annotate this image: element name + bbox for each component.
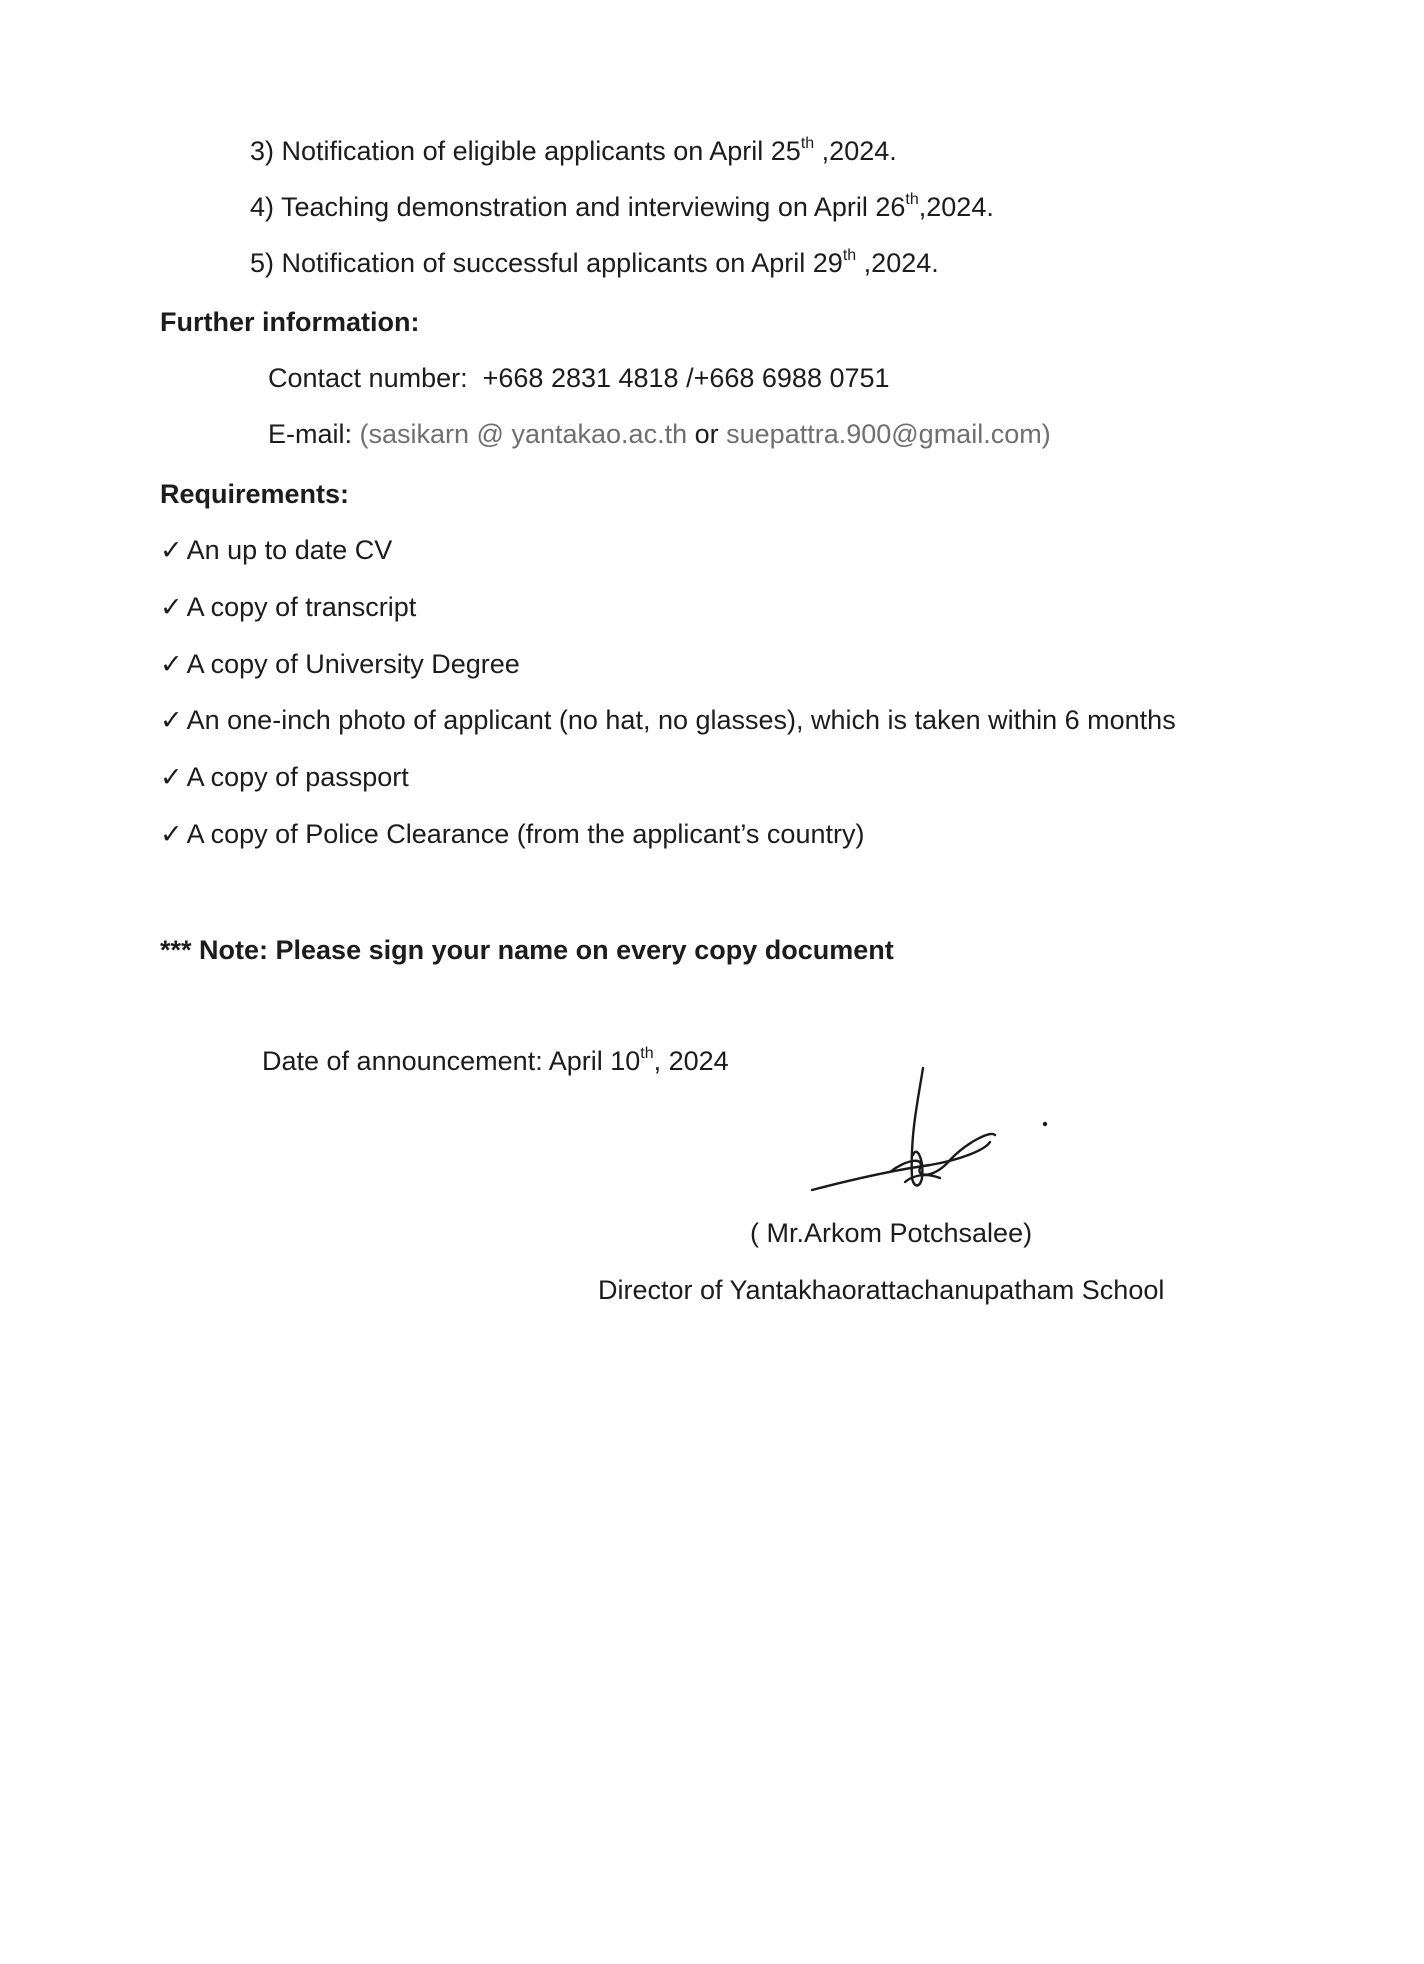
schedule-year: ,2024.: [918, 192, 994, 222]
further-info-heading: Further information:: [160, 307, 420, 337]
requirement-item: [160, 590, 416, 624]
schedule-item-5: [250, 246, 939, 280]
requirement-item: [160, 760, 409, 794]
contact-numbers: +668 2831 4818 /+668 6988 0751: [482, 363, 890, 393]
checkmark-icon: ✓: [160, 819, 183, 849]
requirement-item: [160, 817, 864, 851]
signatory-title: Director of Yantakhaorattachanupatham School: [598, 1275, 1165, 1305]
requirement-text: A copy of University Degree: [186, 649, 520, 679]
email-line: [268, 417, 1051, 451]
schedule-year: ,2024.: [814, 136, 897, 166]
signature-image: [800, 1060, 1060, 1210]
email-address-2[interactable]: suepattra.900@gmail.com): [726, 419, 1051, 449]
ordinal-suffix: th: [640, 1045, 654, 1062]
checkmark-icon: ✓: [160, 762, 183, 792]
schedule-text: 3) Notification of eligible applicants on April 25: [250, 136, 801, 166]
checkmark-icon: ✓: [160, 705, 183, 735]
announcement-text: Date of announcement: April 10: [262, 1046, 641, 1076]
schedule-item-3: [250, 134, 897, 168]
requirement-text: A copy of Police Clearance (from the applicant’s country): [186, 819, 865, 849]
note: *** Note: Please sign your name on every copy document: [160, 935, 894, 965]
schedule-item-4: [250, 190, 994, 224]
ordinal-suffix: th: [800, 135, 815, 152]
requirement-item: [160, 703, 1176, 737]
ordinal-suffix: th: [842, 247, 857, 264]
checkmark-icon: ✓: [160, 649, 183, 679]
requirement-text: A copy of passport: [186, 762, 409, 792]
contact-line: [268, 361, 890, 395]
email-or: or: [694, 419, 719, 449]
signatory-name: ( Mr.Arkom Potchsalee): [750, 1218, 1033, 1248]
contact-label: Contact number:: [268, 363, 468, 393]
ordinal-suffix: th: [905, 191, 919, 208]
email-label: E-mail:: [268, 419, 353, 449]
requirement-text: An one-inch photo of applicant (no hat, no glasses), which is taken within 6 months: [186, 705, 1176, 735]
announcement-date: [262, 1044, 729, 1078]
schedule-text: 5) Notification of successful applicants on April 29: [250, 248, 843, 278]
requirement-text: An up to date CV: [186, 535, 393, 565]
requirements-heading: Requirements:: [160, 479, 350, 509]
requirement-item: [160, 533, 392, 567]
schedule-text: 4) Teaching demonstration and interviewing on April 26: [250, 192, 906, 222]
requirement-item: [160, 647, 520, 681]
email-address-1[interactable]: (sasikarn @ yantakao.ac.th: [359, 419, 688, 449]
checkmark-icon: ✓: [160, 535, 183, 565]
schedule-year: ,2024.: [856, 248, 939, 278]
checkmark-icon: ✓: [160, 592, 183, 622]
requirement-text: A copy of transcript: [186, 592, 417, 622]
announcement-year: , 2024: [653, 1046, 729, 1076]
